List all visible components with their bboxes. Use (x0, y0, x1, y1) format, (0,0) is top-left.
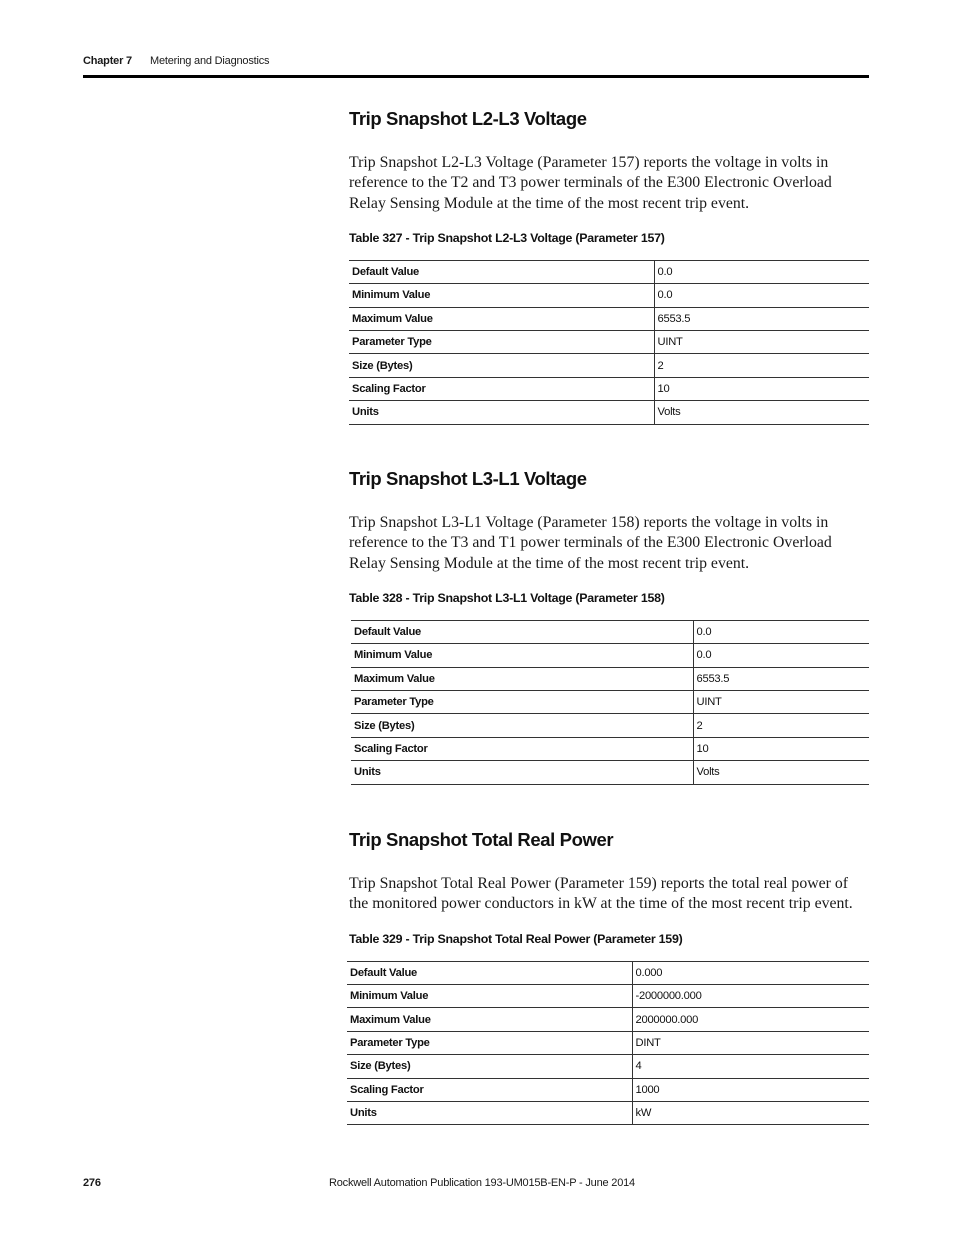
table-row (351, 691, 869, 714)
row-value: 0.0 (693, 644, 869, 667)
table-row (351, 667, 869, 690)
section-heading: Trip Snapshot L2-L3 Voltage (349, 108, 587, 129)
table-row (349, 377, 869, 400)
row-value: 0.0 (654, 260, 869, 283)
section-heading: Trip Snapshot Total Real Power (349, 829, 614, 850)
table-row (347, 961, 869, 984)
row-label: Parameter Type (349, 331, 654, 354)
row-label: Parameter Type (351, 691, 693, 714)
section-total-real-power (349, 829, 871, 1125)
table-caption: Table 329 - Trip Snapshot Total Real Power (Parameter 159) (349, 931, 683, 946)
row-value: 2 (693, 714, 869, 737)
parameter-table (349, 260, 869, 425)
row-label: Units (347, 1101, 632, 1124)
row-value: 10 (654, 377, 869, 400)
row-label: Default Value (349, 260, 654, 283)
row-value: Volts (654, 401, 869, 424)
row-value: 0.0 (654, 284, 869, 307)
row-value: DINT (632, 1031, 869, 1054)
row-value: Volts (693, 761, 869, 784)
parameter-table (351, 620, 869, 785)
row-label: Default Value (347, 961, 632, 984)
row-value: 2 (654, 354, 869, 377)
row-label: Minimum Value (347, 984, 632, 1007)
page-header (83, 53, 869, 78)
row-value: 6553.5 (654, 307, 869, 330)
chapter-label: Chapter 7 (83, 55, 132, 67)
table-row (349, 354, 869, 377)
row-value: kW (632, 1101, 869, 1124)
row-label: Size (Bytes) (347, 1055, 632, 1078)
row-value: UINT (654, 331, 869, 354)
table-row (351, 761, 869, 784)
table-caption: Table 328 - Trip Snapshot L3-L1 Voltage (Parameter 158) (349, 590, 665, 605)
section-heading: Trip Snapshot L3-L1 Voltage (349, 468, 587, 489)
row-value: UINT (693, 691, 869, 714)
chapter-title: Metering and Diagnostics (150, 55, 270, 67)
section-l3-l1-voltage (349, 468, 871, 785)
row-label: Units (349, 401, 654, 424)
table-row (349, 284, 869, 307)
table-row (351, 737, 869, 760)
row-label: Maximum Value (347, 1008, 632, 1031)
section-body: Trip Snapshot L2-L3 Voltage (Parameter 157) reports the voltage in volts in reference to the T2 and T3 power terminals of the E300 Electronic Overload Relay Sensing Module at the time of the most recent trip event. (349, 154, 832, 212)
parameter-table (347, 961, 869, 1126)
row-value: -2000000.000 (632, 984, 869, 1007)
table-row (351, 620, 869, 643)
row-label: Minimum Value (351, 644, 693, 667)
row-label: Scaling Factor (347, 1078, 632, 1101)
table-row (349, 401, 869, 424)
row-value: 1000 (632, 1078, 869, 1101)
row-label: Size (Bytes) (349, 354, 654, 377)
row-label: Maximum Value (349, 307, 654, 330)
table-row (351, 644, 869, 667)
row-value: 2000000.000 (632, 1008, 869, 1031)
row-label: Minimum Value (349, 284, 654, 307)
table-row (349, 307, 869, 330)
row-label: Size (Bytes) (351, 714, 693, 737)
row-value: 6553.5 (693, 667, 869, 690)
table-row (349, 260, 869, 283)
row-label: Scaling Factor (351, 737, 693, 760)
row-label: Default Value (351, 620, 693, 643)
table-caption: Table 327 - Trip Snapshot L2-L3 Voltage (Parameter 157) (349, 230, 665, 245)
table-row (347, 1078, 869, 1101)
row-label: Maximum Value (351, 667, 693, 690)
row-value: 0.0 (693, 620, 869, 643)
table-row (347, 1055, 869, 1078)
row-value: 4 (632, 1055, 869, 1078)
row-value: 0.000 (632, 961, 869, 984)
row-value: 10 (693, 737, 869, 760)
section-body: Trip Snapshot L3-L1 Voltage (Parameter 158) reports the voltage in volts in reference to the T3 and T1 power terminals of the E300 Electronic Overload Relay Sensing Module at the time of the most recent trip event. (349, 514, 832, 572)
table-row (347, 984, 869, 1007)
row-label: Scaling Factor (349, 377, 654, 400)
table-row (349, 331, 869, 354)
table-row (351, 714, 869, 737)
page-number: 276 (83, 1177, 101, 1189)
row-label: Parameter Type (347, 1031, 632, 1054)
section-l2-l3-voltage (349, 108, 871, 425)
row-label: Units (351, 761, 693, 784)
table-row (347, 1101, 869, 1124)
table-row (347, 1008, 869, 1031)
publication-info: Rockwell Automation Publication 193-UM015B-EN-P - June 2014 (329, 1177, 635, 1189)
section-body: Trip Snapshot Total Real Power (Parameter 159) reports the total real power of the monitored power conductors in kW at the time of the most recent trip event. (349, 875, 853, 913)
table-row (347, 1031, 869, 1054)
